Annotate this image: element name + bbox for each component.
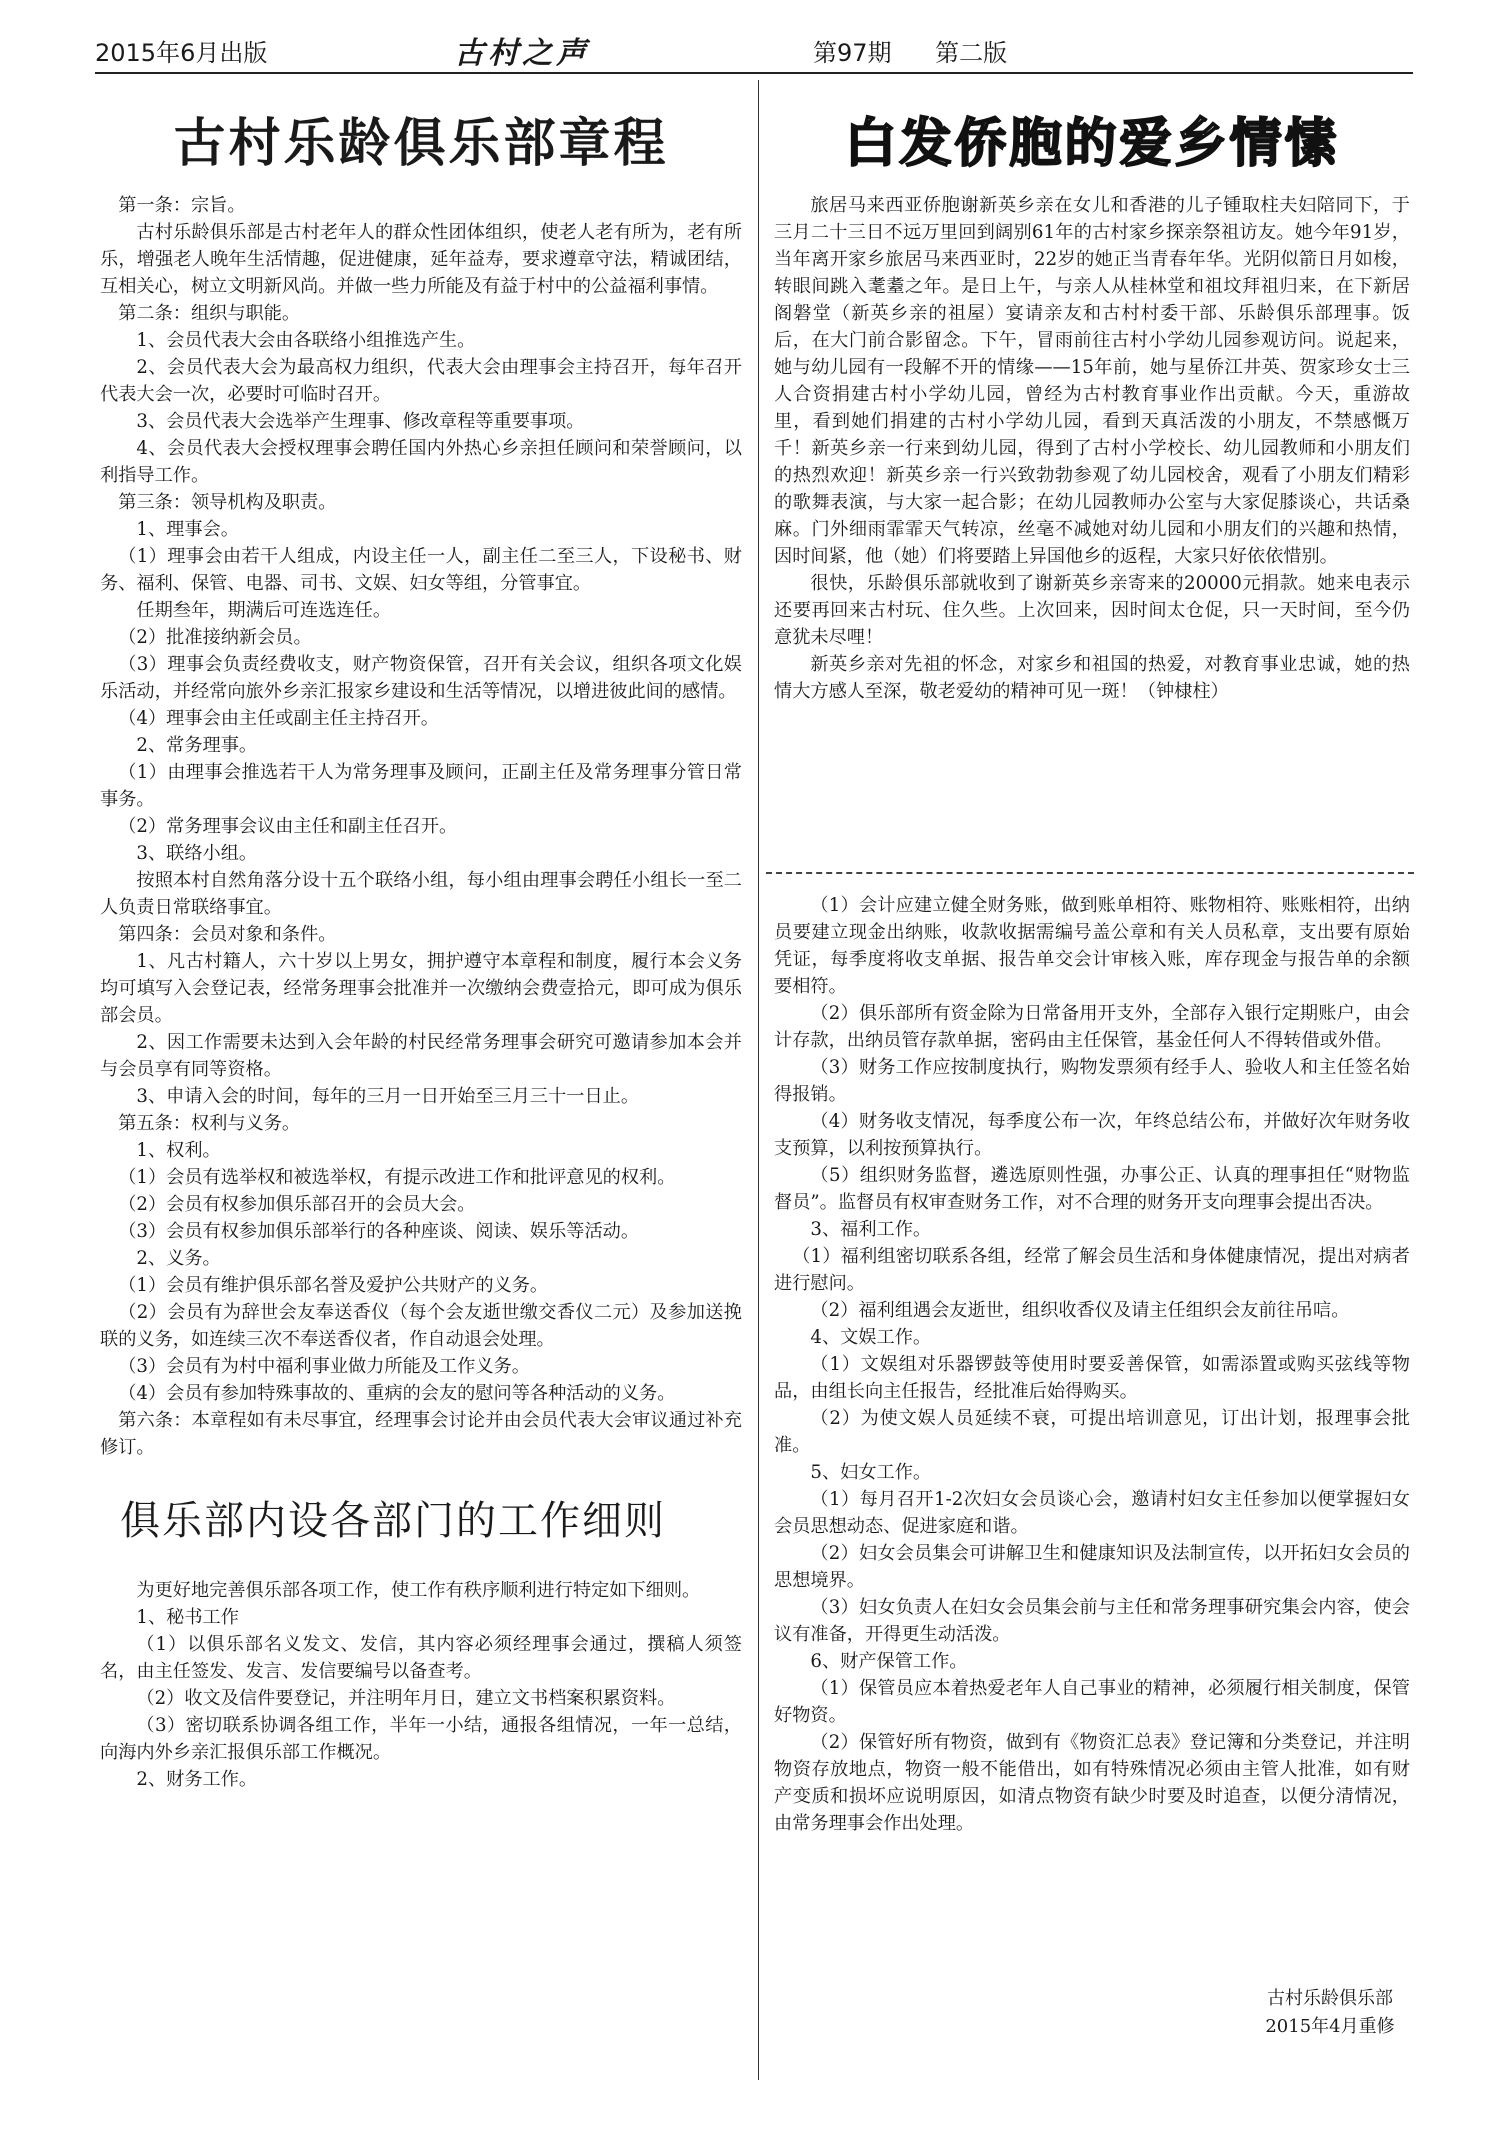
paragraph: 为更好地完善俱乐部各项工作，使工作有秩序顺利进行特定如下细则。 [136,1580,701,1601]
paragraph: （2）会员有为辞世会友奉送香仪（每个会友逝世缴交香仪二元）及参加送挽联的义务，如连续三次不奉送香仪者，作自动退会处理。 [100,1302,742,1350]
page-number: 第二版 [935,38,1008,67]
paragraph: 5、妇女工作。 [810,1462,932,1483]
paragraph: （4）会员有参加特殊事故的、重病的会友的慰问等各种活动的义务。 [118,1383,676,1404]
paragraph: （3）会员有权参加俱乐部举行的各种座谈、阅读、娱乐等活动。 [118,1221,640,1242]
paragraph: （1）文娱组对乐器锣鼓等使用时要妥善保管，如需添置或购买弦线等物品，由组长向主任报告，经批准后始得购买。 [774,1354,1410,1402]
right-column-top [774,112,1410,705]
paragraph: （1）福利组密切联系各组，经常了解会员生活和身体健康情况，提出对病者进行慰问。 [774,1246,1410,1294]
signature-block [1230,1985,1430,2041]
paragraph: 按照本村自然角落分设十五个联络小组，每小组由理事会聘任小组长一至二人负责日常联络事宜。 [100,870,742,918]
issue-number: 第97期 [812,38,892,67]
paragraph: （3）会员有为村中福利事业做力所能及工作义务。 [118,1356,530,1377]
paragraph: 第六条：本章程如有未尽事宜，经理事会讨论并由会员代表大会审议通过补充修订。 [100,1410,742,1458]
paragraph: 任期叁年，期满后可连选连任。 [136,600,392,621]
paragraph: （2）为使文娱人员延续不衰，可提出培训意见，订出计划，报理事会批准。 [774,1408,1410,1456]
article-title-rules: 俱乐部内设各部门的工作细则 [120,1498,666,1544]
paragraph: （2）俱乐部所有资金除为日常备用开支外，全部存入银行定期账户，由会计存款，出纳员管存款单据，密码由主任保管，基金任何人不得转借或外借。 [774,1003,1410,1051]
paragraph: 1、权利。 [136,1140,221,1161]
paragraph: 第三条：领导机构及职责。 [118,492,337,513]
paragraph: （3）财务工作应按制度执行，购物发票须有经手人、验收人和主任签名始得报销。 [774,1057,1410,1105]
paragraph: （3）密切联系协调各组工作，半年一小结，通报各组情况，一年一总结，向海内外乡亲汇报俱乐部工作概况。 [100,1715,742,1763]
paragraph: 2、会员代表大会为最高权力组织，代表大会由理事会主持召开，每年召开代表大会一次，必要时可临时召开。 [100,357,742,405]
paragraph: （1）保管员应本着热爱老年人自己事业的精神，必须履行相关制度，保管好物资。 [774,1678,1410,1726]
paragraph: （1）由理事会推选若干人为常务理事及顾问，正副主任及常务理事分管日常事务。 [100,762,742,810]
paragraph: 3、福利工作。 [810,1219,932,1240]
paragraph: 第五条：权利与义务。 [118,1113,301,1134]
paragraph: 2、财务工作。 [136,1769,258,1790]
paragraph: （1）理事会由若干人组成，内设主任一人，副主任二至三人，下设秘书、财务、福利、保管、电器、司书、文娱、妇女等组，分管事宜。 [100,546,742,594]
article-body-charter [100,192,742,1461]
paragraph: （2）妇女会员集会可讲解卫生和健康知识及法制宣传，以开拓妇女会员的思想境界。 [774,1543,1410,1591]
paragraph: 1、秘书工作 [136,1607,239,1628]
paragraph: 很快，乐龄俱乐部就收到了谢新英乡亲寄来的20000元捐款。她来电表示还要再回来古村玩、住久些。上次回来，因时间太仓促，只一天时间，至今仍意犹未尽哩！ [774,573,1410,648]
paragraph: 3、会员代表大会选举产生理事、修改章程等重要事项。 [136,411,585,432]
masthead [95,28,1413,74]
column-divider [758,80,759,2080]
paragraph: （5）组织财务监督，遴选原则性强，办事公正、认真的理事担任“财物监督员”。监督员有权审查财务工作，对不合理的财务开支向理事会提出否决。 [774,1165,1410,1213]
article-title-overseas: 白发侨胞的爱乡情愫 [844,114,1340,174]
dashed-separator [766,872,1414,874]
paragraph: 第四条：会员对象和条件。 [118,924,337,945]
paragraph: （3）理事会负责经费收支，财产物资保管，召开有关会议，组织各项文化娱乐活动，并经常向旅外乡亲汇报家乡建设和生活等情况，以增进彼此间的感情。 [100,654,742,702]
paragraph: 第二条：组织与职能。 [118,303,301,324]
paragraph: （1）会员有选举权和被选举权，有提示改进工作和批评意见的权利。 [118,1167,676,1188]
article-body-rules [100,1577,742,1793]
publish-date: 2015年6月出版 [95,38,268,67]
issue-info [777,33,1413,68]
article-title-charter: 古村乐龄俱乐部章程 [173,114,669,174]
paragraph: （2）收文及信件要登记，并注明年月日，建立文书档案积累资料。 [136,1688,676,1709]
paragraph: 第一条：宗旨。 [118,195,246,216]
sign-org: 古村乐龄俱乐部 [1267,1988,1393,2009]
paragraph: 1、凡古村籍人，六十岁以上男女，拥护遵守本章程和制度，履行本会义务均可填写入会登记表，经常务理事会批准并一次缴纳会费壹拾元，即可成为俱乐部会员。 [100,951,742,1026]
paragraph: （2）保管好所有物资，做到有《物资汇总表》登记簿和分类登记，并注明物资存放地点，物资一般不能借出，如有特殊情况必须由主管人批准，如有财产变质和损坏应说明原因，如清点物资有缺少时要及时追查，以便分清情况，由常务理事会作出处理。 [774,1732,1410,1834]
sign-date: 2015年4月重修 [1265,2016,1395,2037]
paragraph: 2、常务理事。 [136,735,258,756]
paragraph: （2）常务理事会议由主任和副主任召开。 [118,816,458,837]
article-body-rules-cont [774,892,1410,1837]
paragraph: 4、会员代表大会授权理事会聘任国内外热心乡亲担任顾问和荣誉顾问，以利指导工作。 [100,438,742,486]
paragraph: （4）财务收支情况，每季度公布一次，年终总结公布，并做好次年财务收支预算，以利按预算执行。 [774,1111,1410,1159]
paragraph: 2、因工作需要未达到入会年龄的村民经常务理事会研究可邀请参加本会并与会员享有同等资格。 [100,1032,742,1080]
left-column [100,112,742,1793]
right-column-bottom [774,892,1410,1837]
paragraph: 古村乐龄俱乐部是古村老年人的群众性团体组织，使老人老有所为，老有所乐，增强老人晚年生活情趣，促进健康，延年益寿，要求遵章守法，精诚团结，互相关心，树立文明新风尚。并做一些力所能及有益于村中的公益福利事情。 [100,222,742,297]
paragraph: （1）每月召开1-2次妇女会员谈心会，邀请村妇女主任参加以便掌握妇女会员思想动态、促进家庭和谐。 [774,1489,1410,1537]
paragraph: 3、联络小组。 [136,843,258,864]
paragraph: 新英乡亲对先祖的怀念，对家乡和祖国的热爱，对教育事业忠诚，她的热情大方感人至深，敬老爱幼的精神可见一斑！（钟棣柱） [774,654,1410,702]
paragraph: （1）会员有维护俱乐部名誉及爱护公共财产的义务。 [118,1275,549,1296]
paragraph: 旅居马来西亚侨胞谢新英乡亲在女儿和香港的儿子锺取柱夫妇陪同下，于三月二十三日不远万里回到阔别61年的古村家乡探亲祭祖访友。她今年91岁，当年离开家乡旅居马来西亚时，22岁的她正当青春年华。光阴似箭日月如梭，转眼间跳入耄耋之年。是日上午，与亲人从桂林堂和祖坟拜祖归来，在下新居阁磐堂（新英乡亲的祖屋）宴请亲友和古村村委干部、乐龄俱乐部理事。饭后，在大门前合影留念。下午，冒雨前往古村小学幼儿园参观访问。说起来，她与幼儿园有一段解不开的情缘——15年前，她与星侨江井英、贺家珍女士三人合资捐建古村小学幼儿园，曾经为古村教育事业作出贡献。今天，重游故里，看到她们捐建的古村小学幼儿园，看到天真活泼的小朋友，不禁感慨万千！新英乡亲一行来到幼儿园，得到了古村小学校长、幼儿园教师和小朋友们的热烈欢迎！新英乡亲一行兴致勃勃参观了幼儿园校舍，观看了小朋友们精彩的歌舞表演，与大家一起合影；在幼儿园教师办公室与大家促膝谈心，共话桑麻。门外细雨霏霏天气转凉，丝毫不减她对幼儿园和小朋友们的兴趣和热情，因时间紧，他（她）们将要踏上异国他乡的返程，大家只好依依惜别。 [774,195,1410,567]
paragraph: 1、会员代表大会由各联络小组推选产生。 [136,330,476,351]
article-body-overseas [774,192,1410,705]
paragraph: （2）福利组遇会友逝世，组织收香仪及请主任组织会友前往吊唁。 [810,1300,1350,1321]
paragraph: 1、理事会。 [136,519,239,540]
paragraph: （4）理事会由主任或副主任主持召开。 [118,708,439,729]
paper-name: 古村之声 [454,36,591,71]
paragraph: （2）会员有权参加俱乐部召开的会员大会。 [118,1194,476,1215]
paragraph: 4、文娱工作。 [810,1327,932,1348]
paragraph: （2）批准接纳新会员。 [118,627,312,648]
paragraph: 2、义务。 [136,1248,221,1269]
paragraph: （1）以俱乐部名义发文、发信，其内容必须经理事会通过，撰稿人须签名，由主任签发、发言、发信要编号以备查考。 [100,1634,742,1682]
paragraph: 3、申请入会的时间，每年的三月一日开始至三月三十一日止。 [136,1086,640,1107]
paragraph: 6、财产保管工作。 [810,1651,968,1672]
paragraph: （1）会计应建立健全财务账，做到账单相符、账物相符、账账相符，出纳员要建立现金出纳账，收款收据需编号盖公章和有关人员私章，支出要有原始凭证，每季度将收支单据、报告单交会计审核入账，库存现金与报告单的余额要相符。 [774,895,1410,997]
paragraph: （3）妇女负责人在妇女会员集会前与主任和常务理事研究集会内容，使会议有准备，开得更生动活泼。 [774,1597,1410,1645]
